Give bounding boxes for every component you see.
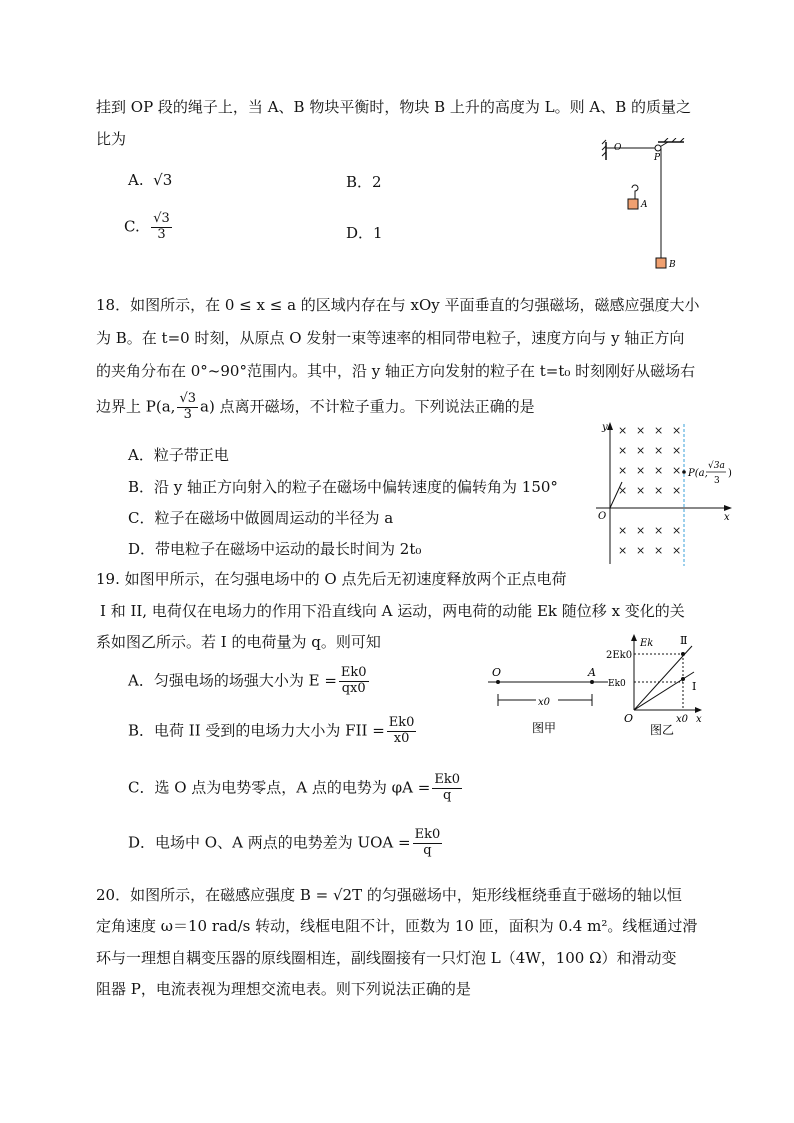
field-cross: × [636, 484, 646, 497]
fig-yi-ii: Ⅱ [680, 634, 688, 647]
field-cross: × [672, 524, 682, 537]
field-cross: × [672, 444, 682, 457]
field-cross: × [636, 544, 646, 557]
field-cross: × [672, 484, 682, 497]
field-cross: × [654, 444, 664, 457]
q19-option-a: A．匀强电场的场强大小为 E = $\frac{Ek0}{qx0}$ [128, 665, 367, 696]
q17-label-a: A [641, 200, 648, 210]
field-cross: × [672, 464, 682, 477]
field-cross: × [654, 524, 664, 537]
field-cross: × [636, 424, 646, 437]
field-cross: × [654, 424, 664, 437]
q19-option-c: C．选 O 点为电势零点，A 点的电势为 φA = $\frac{Ek0}{q}$ [128, 772, 460, 803]
q18-text-line-3: 的夹角分布在 0°~90°范围内。其中，沿 y 轴正方向发射的粒子在 t=t₀ 时刻刚好从磁场右 [96, 362, 696, 380]
q18-axis-y: y [602, 422, 608, 433]
q18-option-b: B．沿 y 轴正方向射入的粒子在磁场中偏转速度的偏转角为 150° [128, 478, 558, 496]
fig-jia-a: A [588, 666, 596, 679]
q18-point-p-den: 3 [714, 476, 720, 486]
field-cross: × [618, 484, 628, 497]
q18-text-line-1: 18．如图所示，在 0 ≤ x ≤ a 的区域内存在与 xOy 平面垂直的匀强磁场，磁感应强度大小 [96, 296, 700, 314]
fig-yi-x: x [696, 714, 702, 725]
fig-yi-2ek0: 2Ek0 [606, 650, 633, 661]
field-cross: × [636, 444, 646, 457]
q18-point-p: P(a, [688, 468, 708, 479]
q18-point-p-close: ) [728, 468, 732, 479]
q19-text-line-3: 系如图乙所示。若 I 的电荷量为 q。则可知 [96, 633, 381, 651]
fig-yi-i: Ⅰ [692, 680, 697, 693]
field-cross: × [636, 464, 646, 477]
q17-label-b: B [669, 260, 676, 270]
q18-magnetic-field-figure [592, 420, 742, 568]
field-cross: × [618, 424, 628, 437]
fig-yi-ek0: Ek0 [608, 679, 626, 689]
q18-option-a: A．粒子带正电 [128, 446, 229, 464]
fig-jia-o: O [492, 666, 502, 679]
line-i [634, 672, 697, 710]
field-cross: × [654, 544, 664, 557]
q18-option-c: C．粒子在磁场中做圆周运动的半径为 a [128, 509, 394, 527]
fig-yi-x0: x0 [676, 714, 689, 725]
q19-figure-jia [484, 660, 612, 740]
field-cross: × [618, 464, 628, 477]
q19-text-line-1: 19. 如图甲所示，在匀强电场中的 O 点先后无初速度释放两个正点电荷 [96, 570, 567, 588]
field-cross: × [672, 544, 682, 557]
q20-text-line-4: 阻器 P，电流表视为理想交流电表。则下列说法正确的是 [96, 980, 471, 998]
q17-block-b [656, 258, 666, 268]
fig-yi-caption: 图乙 [650, 723, 675, 737]
q20-text-line-3: 环与一理想自耦变压器的原线圈相连，副线圈接有一只灯泡 L（4W，100 Ω）和滑动变 [96, 949, 677, 967]
q18-axis-x: x [724, 512, 730, 523]
field-cross: × [654, 484, 664, 497]
field-cross: × [618, 444, 628, 457]
fig-yi-ek: Ek [640, 638, 654, 649]
q19-option-d: D．电场中 O、A 两点的电势差为 UOA = $\frac{Ek0}{q}$ [128, 827, 441, 858]
fig-jia-caption: 图甲 [532, 721, 557, 735]
q17-label-o: O [614, 143, 622, 153]
q17-text-line-1: 挂到 OP 段的绳子上，当 A、B 物块平衡时，物块 B 上升的高度为 L。则 A、B 的质量之 [96, 98, 692, 116]
field-cross: × [636, 524, 646, 537]
field-crosses [610, 424, 681, 557]
fig-yi-o: O [624, 712, 634, 725]
q17-option-a: A. √3 [128, 171, 173, 189]
q20-text-line-2: 定角速度 ω＝10 rad/s 转动，线框电阻不计，匝数为 10 匝，面积为 0.4 m²。线框通过滑 [96, 917, 698, 935]
field-cross: × [618, 544, 628, 557]
q19-figure-yi [606, 632, 706, 742]
q18-text-line-2: 为 B。在 t=0 时刻，从原点 O 发射一束等速率的相同带电粒子，速度方向与 y 轴正方向 [96, 329, 685, 347]
field-cross: × [618, 524, 628, 537]
q18-origin: O [598, 511, 607, 522]
q18-point-p-num: √3a [708, 461, 725, 471]
q17-text-line-2: 比为 [96, 130, 127, 148]
q19-option-b: B．电荷 II 受到的电场力大小为 FII = $\frac{Ek0}{x0}$ [128, 715, 415, 746]
q17-pulley-figure [596, 138, 706, 274]
field-cross: × [654, 464, 664, 477]
fig-jia-x0: x0 [538, 697, 551, 708]
q18-option-d: D．带电粒子在磁场中运动的最长时间为 2t₀ [128, 540, 422, 558]
q18-text-line-4: 边界上 P(a, $\frac{√3}{3}$ a) 点离开磁场，不计粒子重力。下列说法正确的是 [96, 391, 535, 422]
q17-block-a [628, 199, 638, 209]
q17-label-p: P [654, 153, 661, 163]
field-cross: × [672, 424, 682, 437]
q17-option-c: C. $\frac{√3}{3}$ [124, 211, 170, 242]
q20-text-line-1: 20．如图所示，在磁感应强度 B = √2T 的匀强磁场中，矩形线框绕垂直于磁场的轴以恒 [96, 886, 682, 904]
q17-option-b: B．2 [346, 173, 382, 191]
q17-option-d: D．1 [346, 224, 383, 242]
q19-text-line-2: I 和 II, 电荷仅在电场力的作用下沿直线向 A 运动，两电荷的动能 Ek 随位移 x 变化的关 [100, 602, 685, 620]
